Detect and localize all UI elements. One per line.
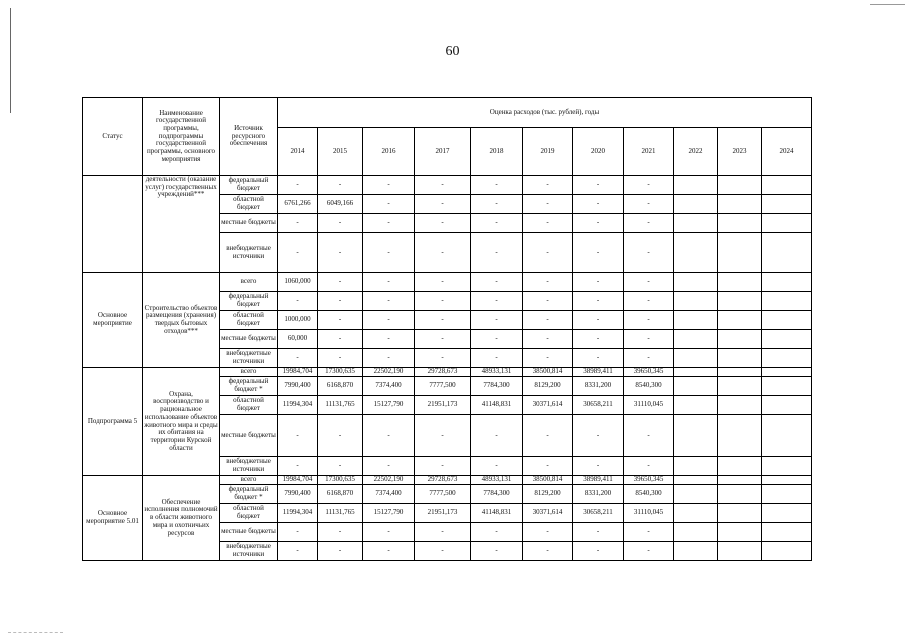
value-cell: - bbox=[363, 292, 415, 311]
value-cell bbox=[718, 214, 762, 233]
value-cell bbox=[762, 195, 812, 214]
value-cell bbox=[718, 349, 762, 368]
status-cell: Основное мероприятие 5.01 bbox=[83, 476, 143, 561]
source-cell: федеральный бюджет bbox=[220, 292, 278, 311]
value-cell: - bbox=[363, 195, 415, 214]
value-cell bbox=[762, 233, 812, 273]
source-cell: федеральный бюджет bbox=[220, 176, 278, 195]
value-cell: - bbox=[415, 415, 471, 457]
source-cell: областной бюджет bbox=[220, 504, 278, 523]
value-cell bbox=[674, 377, 718, 396]
value-cell: - bbox=[415, 542, 471, 561]
value-cell: - bbox=[471, 195, 523, 214]
value-cell: 31110,045 bbox=[624, 504, 674, 523]
value-cell: - bbox=[573, 195, 624, 214]
source-cell: местные бюджеты bbox=[220, 415, 278, 457]
value-cell: - bbox=[471, 330, 523, 349]
value-cell: 7784,300 bbox=[471, 485, 523, 504]
value-cell: 1000,000 bbox=[278, 311, 318, 330]
value-cell bbox=[718, 542, 762, 561]
value-cell bbox=[674, 195, 718, 214]
value-cell: - bbox=[415, 292, 471, 311]
value-cell bbox=[674, 368, 718, 377]
value-cell: - bbox=[624, 415, 674, 457]
value-cell bbox=[674, 476, 718, 485]
value-cell: - bbox=[415, 273, 471, 292]
source-cell: всего bbox=[220, 273, 278, 292]
value-cell: - bbox=[415, 311, 471, 330]
value-cell: - bbox=[363, 176, 415, 195]
value-cell bbox=[762, 349, 812, 368]
source-cell: внебюджетные источники bbox=[220, 542, 278, 561]
value-cell: - bbox=[278, 415, 318, 457]
value-cell: - bbox=[573, 176, 624, 195]
value-cell: 60,000 bbox=[278, 330, 318, 349]
value-cell: 19984,704 bbox=[278, 476, 318, 485]
value-cell bbox=[718, 523, 762, 542]
header-year: 2021 bbox=[624, 128, 674, 176]
header-year: 2024 bbox=[762, 128, 812, 176]
value-cell: - bbox=[471, 523, 523, 542]
value-cell: - bbox=[523, 273, 573, 292]
value-cell: - bbox=[278, 349, 318, 368]
header-name: Наименование государственной программы, подпрограммы государственной программы, основного мероприятия bbox=[143, 98, 220, 176]
value-cell bbox=[762, 330, 812, 349]
value-cell: - bbox=[363, 523, 415, 542]
value-cell: 11994,304 bbox=[278, 396, 318, 415]
value-cell: - bbox=[573, 415, 624, 457]
value-cell: - bbox=[624, 330, 674, 349]
value-cell bbox=[718, 504, 762, 523]
value-cell bbox=[718, 292, 762, 311]
value-cell: 29728,673 bbox=[415, 368, 471, 377]
value-cell: 48933,131 bbox=[471, 368, 523, 377]
value-cell bbox=[674, 457, 718, 476]
value-cell bbox=[674, 504, 718, 523]
value-cell: - bbox=[318, 415, 363, 457]
value-cell: 19984,704 bbox=[278, 368, 318, 377]
value-cell: 7374,400 bbox=[363, 485, 415, 504]
value-cell: 30371,614 bbox=[523, 396, 573, 415]
value-cell: - bbox=[318, 542, 363, 561]
value-cell: 6168,870 bbox=[318, 377, 363, 396]
value-cell bbox=[674, 273, 718, 292]
value-cell bbox=[674, 415, 718, 457]
program-name-cell: Обеспечение исполнения полномочий в области животного мира и охотничьих ресурсов bbox=[143, 476, 220, 561]
value-cell: - bbox=[318, 273, 363, 292]
value-cell bbox=[718, 195, 762, 214]
value-cell: 39650,345 bbox=[624, 368, 674, 377]
value-cell: 22502,190 bbox=[363, 476, 415, 485]
value-cell: - bbox=[415, 233, 471, 273]
value-cell: - bbox=[523, 523, 573, 542]
table-row bbox=[83, 476, 812, 485]
value-cell: 11994,304 bbox=[278, 504, 318, 523]
value-cell: - bbox=[415, 214, 471, 233]
header-year: 2016 bbox=[363, 128, 415, 176]
value-cell: - bbox=[624, 273, 674, 292]
value-cell: - bbox=[523, 330, 573, 349]
source-cell: федеральный бюджет * bbox=[220, 377, 278, 396]
value-cell bbox=[718, 377, 762, 396]
value-cell bbox=[762, 368, 812, 377]
value-cell: - bbox=[573, 457, 624, 476]
value-cell: - bbox=[471, 542, 523, 561]
value-cell: 31110,045 bbox=[624, 396, 674, 415]
bottom-scan-mark bbox=[8, 632, 63, 633]
value-cell: - bbox=[363, 415, 415, 457]
value-cell: - bbox=[278, 457, 318, 476]
value-cell: - bbox=[471, 415, 523, 457]
value-cell: 38500,814 bbox=[523, 476, 573, 485]
value-cell: - bbox=[318, 292, 363, 311]
value-cell: - bbox=[573, 273, 624, 292]
header-year: 2022 bbox=[674, 128, 718, 176]
value-cell: 30658,211 bbox=[573, 504, 624, 523]
value-cell bbox=[762, 485, 812, 504]
value-cell bbox=[718, 273, 762, 292]
value-cell: - bbox=[471, 176, 523, 195]
value-cell: 38989,411 bbox=[573, 368, 624, 377]
value-cell: - bbox=[415, 457, 471, 476]
value-cell: - bbox=[624, 214, 674, 233]
value-cell bbox=[762, 176, 812, 195]
value-cell: 11131,765 bbox=[318, 396, 363, 415]
value-cell: 6168,870 bbox=[318, 485, 363, 504]
value-cell: - bbox=[573, 523, 624, 542]
value-cell bbox=[718, 330, 762, 349]
value-cell: - bbox=[624, 457, 674, 476]
value-cell bbox=[674, 542, 718, 561]
budget-table bbox=[82, 97, 812, 561]
value-cell: - bbox=[523, 415, 573, 457]
value-cell: - bbox=[573, 349, 624, 368]
value-cell: 8540,300 bbox=[624, 485, 674, 504]
value-cell: 38989,411 bbox=[573, 476, 624, 485]
value-cell: 41148,831 bbox=[471, 396, 523, 415]
header-status: Статус bbox=[83, 98, 143, 176]
value-cell bbox=[674, 485, 718, 504]
value-cell: 8540,300 bbox=[624, 377, 674, 396]
value-cell: - bbox=[363, 311, 415, 330]
table-row bbox=[83, 273, 812, 292]
top-scan-line bbox=[870, 4, 905, 5]
program-name-cell: Строительство объектов размещения (хранения) твердых бытовых отходов*** bbox=[143, 273, 220, 368]
value-cell: - bbox=[471, 273, 523, 292]
value-cell: 39650,345 bbox=[624, 476, 674, 485]
value-cell: - bbox=[415, 349, 471, 368]
value-cell: - bbox=[523, 349, 573, 368]
value-cell: 7784,300 bbox=[471, 377, 523, 396]
value-cell: - bbox=[278, 542, 318, 561]
value-cell: 11131,765 bbox=[318, 504, 363, 523]
page-number: 60 bbox=[445, 44, 460, 59]
value-cell bbox=[674, 396, 718, 415]
value-cell: 41148,831 bbox=[471, 504, 523, 523]
value-cell bbox=[718, 368, 762, 377]
header-year: 2017 bbox=[415, 128, 471, 176]
status-cell bbox=[83, 176, 143, 273]
value-cell bbox=[762, 214, 812, 233]
value-cell bbox=[762, 377, 812, 396]
value-cell: 22502,190 bbox=[363, 368, 415, 377]
value-cell: - bbox=[363, 542, 415, 561]
value-cell: - bbox=[523, 292, 573, 311]
source-cell: областной бюджет bbox=[220, 396, 278, 415]
value-cell: - bbox=[318, 176, 363, 195]
value-cell: 6049,166 bbox=[318, 195, 363, 214]
value-cell bbox=[674, 523, 718, 542]
value-cell bbox=[762, 504, 812, 523]
value-cell: - bbox=[573, 233, 624, 273]
value-cell: - bbox=[471, 292, 523, 311]
value-cell: - bbox=[624, 233, 674, 273]
header-year: 2019 bbox=[523, 128, 573, 176]
program-name-cell: деятельности (оказание услуг) государственных учреждений*** bbox=[143, 176, 220, 273]
header-estimate: Оценка расходов (тыс. рублей), годы bbox=[278, 98, 812, 128]
value-cell: - bbox=[278, 292, 318, 311]
value-cell: 29728,673 bbox=[415, 476, 471, 485]
value-cell: - bbox=[318, 523, 363, 542]
source-cell: всего bbox=[220, 476, 278, 485]
value-cell: 48933,131 bbox=[471, 476, 523, 485]
value-cell: - bbox=[363, 330, 415, 349]
value-cell: - bbox=[363, 273, 415, 292]
value-cell: 30658,211 bbox=[573, 396, 624, 415]
value-cell: - bbox=[573, 542, 624, 561]
value-cell bbox=[674, 349, 718, 368]
value-cell: - bbox=[624, 176, 674, 195]
value-cell: 17300,635 bbox=[318, 368, 363, 377]
header-year: 2014 bbox=[278, 128, 318, 176]
value-cell: - bbox=[278, 214, 318, 233]
value-cell: - bbox=[278, 523, 318, 542]
source-cell: федеральный бюджет * bbox=[220, 485, 278, 504]
value-cell: - bbox=[624, 349, 674, 368]
value-cell: - bbox=[624, 195, 674, 214]
value-cell bbox=[762, 396, 812, 415]
value-cell: - bbox=[523, 457, 573, 476]
value-cell: - bbox=[471, 311, 523, 330]
value-cell bbox=[762, 542, 812, 561]
value-cell bbox=[718, 476, 762, 485]
value-cell: 21951,173 bbox=[415, 504, 471, 523]
value-cell: 8129,200 bbox=[523, 377, 573, 396]
value-cell: - bbox=[523, 542, 573, 561]
value-cell: - bbox=[415, 330, 471, 349]
value-cell bbox=[674, 311, 718, 330]
value-cell: - bbox=[523, 195, 573, 214]
value-cell: 21951,173 bbox=[415, 396, 471, 415]
value-cell: - bbox=[278, 233, 318, 273]
source-cell: местные бюджеты bbox=[220, 330, 278, 349]
table-row bbox=[83, 368, 812, 377]
value-cell: - bbox=[415, 195, 471, 214]
source-cell: внебюджетные источники bbox=[220, 349, 278, 368]
value-cell: 15127,790 bbox=[363, 396, 415, 415]
status-cell: Подпрограмма 5 bbox=[83, 368, 143, 476]
value-cell: 38500,814 bbox=[523, 368, 573, 377]
value-cell: - bbox=[624, 542, 674, 561]
value-cell bbox=[762, 415, 812, 457]
value-cell: - bbox=[318, 349, 363, 368]
value-cell: 8331,200 bbox=[573, 485, 624, 504]
value-cell: - bbox=[523, 311, 573, 330]
value-cell bbox=[762, 311, 812, 330]
value-cell: - bbox=[624, 311, 674, 330]
value-cell: 8129,200 bbox=[523, 485, 573, 504]
value-cell: - bbox=[363, 457, 415, 476]
value-cell: - bbox=[471, 233, 523, 273]
header-year: 2023 bbox=[718, 128, 762, 176]
value-cell: - bbox=[624, 523, 674, 542]
value-cell: - bbox=[573, 292, 624, 311]
source-cell: внебюджетные источники bbox=[220, 457, 278, 476]
value-cell: 8331,200 bbox=[573, 377, 624, 396]
source-cell: местные бюджеты bbox=[220, 214, 278, 233]
value-cell bbox=[718, 311, 762, 330]
value-cell: - bbox=[278, 176, 318, 195]
value-cell bbox=[718, 233, 762, 273]
value-cell: - bbox=[471, 214, 523, 233]
table-row bbox=[83, 176, 812, 195]
value-cell: - bbox=[318, 330, 363, 349]
value-cell: 7374,400 bbox=[363, 377, 415, 396]
value-cell: 7990,400 bbox=[278, 485, 318, 504]
value-cell: 7777,500 bbox=[415, 377, 471, 396]
value-cell bbox=[674, 214, 718, 233]
value-cell: 15127,790 bbox=[363, 504, 415, 523]
status-cell: Основное мероприятие bbox=[83, 273, 143, 368]
source-cell: всего bbox=[220, 368, 278, 377]
header-source: Источник ресурсного обеспечения bbox=[220, 98, 278, 176]
value-cell: - bbox=[415, 176, 471, 195]
value-cell bbox=[718, 396, 762, 415]
value-cell: - bbox=[573, 311, 624, 330]
value-cell: 7777,500 bbox=[415, 485, 471, 504]
source-cell: областной бюджет bbox=[220, 311, 278, 330]
value-cell bbox=[718, 415, 762, 457]
source-cell: местные бюджеты bbox=[220, 523, 278, 542]
value-cell bbox=[762, 476, 812, 485]
header-year: 2020 bbox=[573, 128, 624, 176]
header-year: 2015 bbox=[318, 128, 363, 176]
program-name-cell: Охрана, воспроизводство и рациональное использование объектов животного мира и среды их обитания на территории Курской области bbox=[143, 368, 220, 476]
value-cell: - bbox=[363, 214, 415, 233]
value-cell: 7990,400 bbox=[278, 377, 318, 396]
value-cell: - bbox=[471, 457, 523, 476]
value-cell bbox=[762, 457, 812, 476]
value-cell bbox=[674, 330, 718, 349]
value-cell: - bbox=[573, 330, 624, 349]
value-cell: - bbox=[318, 233, 363, 273]
value-cell: - bbox=[471, 349, 523, 368]
value-cell: - bbox=[318, 214, 363, 233]
value-cell bbox=[762, 273, 812, 292]
left-scan-line bbox=[10, 8, 11, 113]
value-cell: - bbox=[363, 233, 415, 273]
value-cell bbox=[674, 292, 718, 311]
value-cell: - bbox=[573, 214, 624, 233]
value-cell bbox=[718, 457, 762, 476]
source-cell: областной бюджет bbox=[220, 195, 278, 214]
value-cell: 30371,614 bbox=[523, 504, 573, 523]
value-cell: - bbox=[523, 214, 573, 233]
value-cell: 6761,266 bbox=[278, 195, 318, 214]
value-cell bbox=[718, 176, 762, 195]
value-cell: - bbox=[523, 233, 573, 273]
value-cell bbox=[674, 176, 718, 195]
value-cell: - bbox=[363, 349, 415, 368]
value-cell bbox=[718, 485, 762, 504]
value-cell: 17300,635 bbox=[318, 476, 363, 485]
source-cell: внебюджетные источники bbox=[220, 233, 278, 273]
value-cell bbox=[674, 233, 718, 273]
value-cell: - bbox=[624, 292, 674, 311]
value-cell: - bbox=[523, 176, 573, 195]
value-cell: - bbox=[318, 311, 363, 330]
value-cell bbox=[762, 523, 812, 542]
header-year: 2018 bbox=[471, 128, 523, 176]
value-cell: - bbox=[415, 523, 471, 542]
value-cell: 1060,000 bbox=[278, 273, 318, 292]
value-cell: - bbox=[318, 457, 363, 476]
value-cell bbox=[762, 292, 812, 311]
